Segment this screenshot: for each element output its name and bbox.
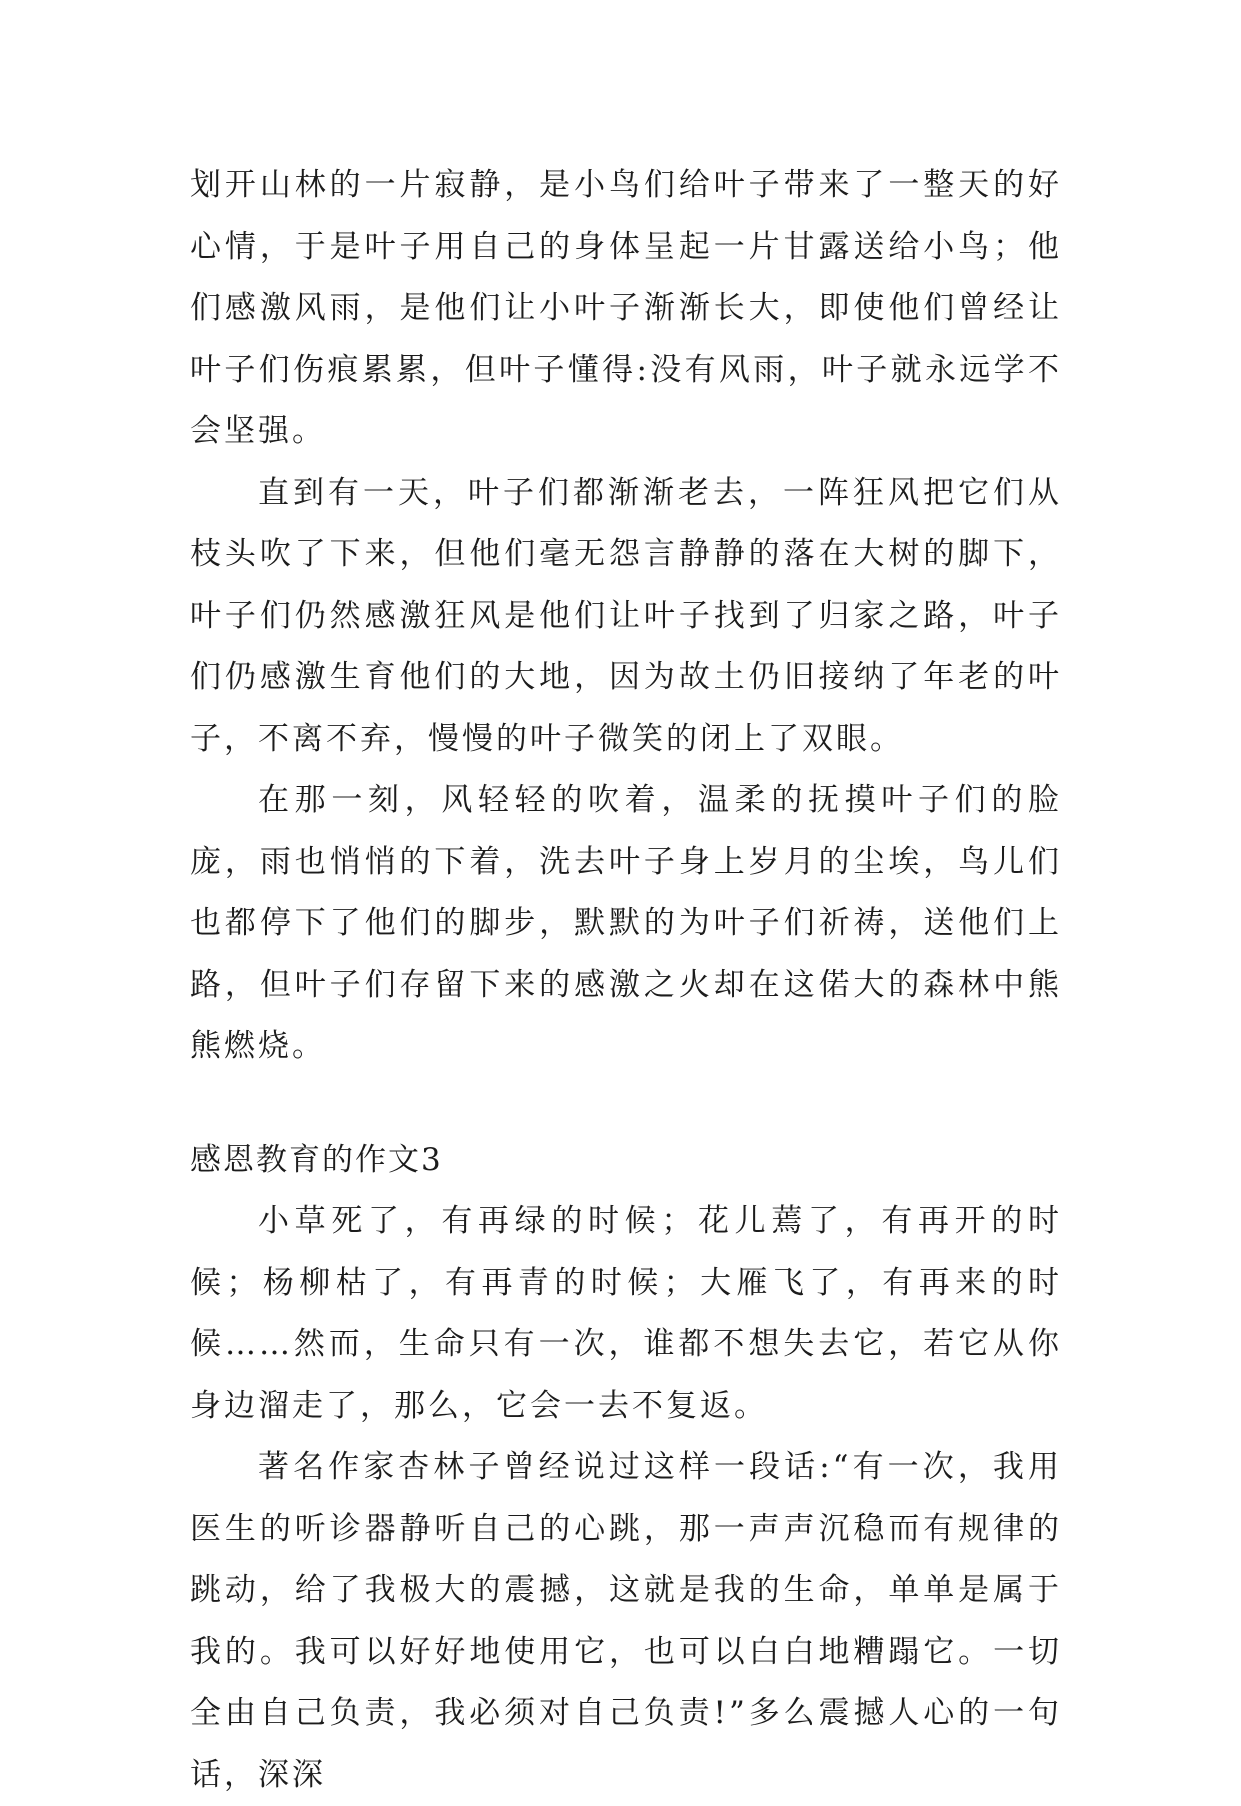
paragraph-3: 在那一刻，风轻轻的吹着，温柔的抚摸叶子们的脸庞，雨也悄悄的下着，洗去叶子身上岁月的尘埃，鸟儿们也都停下了他们的脚步，默默的为叶子们祈祷，送他们上路，但叶子们存留下来的感激之火却在这偌大的森林中熊熊燃烧。 xyxy=(190,782,1062,1064)
paragraph-5: 著名作家杏林子曾经说过这样一段话:“有一次，我用医生的听诊器静听自己的心跳，那一声声沉稳而有规律的跳动，给了我极大的震撼，这就是我的生命，单单是属于我的。我可以好好地使用它，也可以白白地糟蹋它。一切全由自己负责，我必须对自己负责!”多么震撼人心的一句话，深深 xyxy=(190,1449,1062,1793)
paragraph-2: 直到有一天，叶子们都渐渐老去，一阵狂风把它们从枝头吹了下来，但他们毫无怨言静静的落在大树的脚下，叶子们仍然感激狂风是他们让叶子找到了归家之路，叶子们仍感激生育他们的大地，因为故土仍旧接纳了年老的叶子，不离不弃，慢慢的叶子微笑的闭上了双眼。 xyxy=(190,474,1062,757)
section-heading: 感恩教育的作文3 xyxy=(190,1141,443,1178)
paragraph-4: 小草死了，有再绿的时候；花儿蔫了，有再开的时候；杨柳枯了，有再青的时候；大雁飞了，有再来的时候……然而，生命只有一次，谁都不想失去它，若它从你身边溜走了，那么，它会一去不复返。 xyxy=(190,1203,1062,1424)
document-body xyxy=(190,155,1062,1806)
paragraph-1: 划开山林的一片寂静，是小鸟们给叶子带来了一整天的好心情，于是叶子用自己的身体呈起一片甘露送给小鸟；他们感激风雨，是他们让小叶子渐渐长大，即使他们曾经让叶子们伤痕累累，但叶子懂得:没有风雨，叶子就永远学不会坚强。 xyxy=(190,167,1062,449)
